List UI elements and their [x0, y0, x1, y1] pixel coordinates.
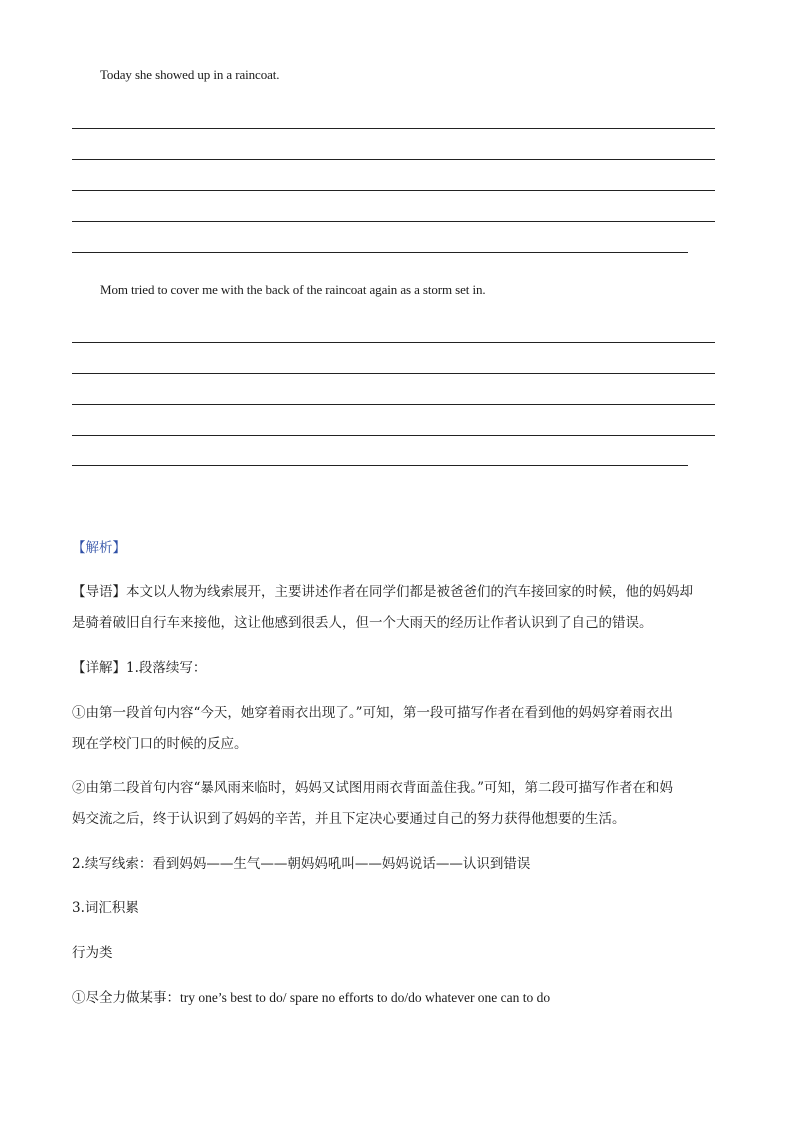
- point-2-line-1: ②由第二段首句内容“暴风雨来临时，妈妈又试图用雨衣背面盖住我。”可知，第二段可描写作者在和妈: [72, 780, 674, 796]
- point-2-line-2: 妈交流之后，终于认识到了妈妈的辛苦，并且下定决心要通过自己的努力获得他想要的生活。: [72, 811, 626, 827]
- writing-line: [72, 404, 715, 405]
- vocab-item-1-zh: ①尽全力做某事：: [72, 990, 180, 1006]
- writing-line: [72, 465, 688, 466]
- guide-paragraph: [72, 577, 720, 639]
- writing-line: [72, 342, 715, 343]
- point-1-line-2: 现在学校门口的时候的反应。: [72, 736, 248, 752]
- vocabulary-heading: 3.词汇积累: [72, 900, 139, 916]
- guide-text-1: 本文以人物为线索展开，主要讲述作者在同学们都是被爸爸们的汽车接回家的时候，他的妈妈却: [126, 584, 693, 600]
- analysis-heading: 【解析】: [72, 540, 126, 556]
- category-label: 行为类: [72, 945, 113, 961]
- vocab-item-1: [72, 982, 720, 1014]
- writing-line: [72, 128, 715, 129]
- detail-label: 【详解】: [72, 660, 126, 676]
- writing-line: [72, 373, 715, 374]
- prompt-sentence-2: Mom tried to cover me with the back of the raincoat again as a storm set in.: [100, 282, 486, 297]
- guide-label: 【导语】: [72, 584, 126, 600]
- point-1-paragraph: [72, 698, 720, 760]
- point-2-paragraph: [72, 773, 720, 835]
- writing-line: [72, 190, 715, 191]
- guide-line-1: [72, 577, 720, 608]
- detail-title: 1.段落续写：: [126, 660, 207, 676]
- point-1-line-1: ①由第一段首句内容“今天，她穿着雨衣出现了。”可知，第一段可描写作者在看到他的妈妈穿着雨衣出: [72, 705, 674, 721]
- guide-line-2: 是骑着破旧自行车来接他，这让他感到很丢人，但一个大雨天的经历让作者认识到了自己的错误。: [72, 615, 653, 631]
- writing-clues: 2.续写线索：看到妈妈——生气——朝妈妈吼叫——妈妈说话——认识到错误: [72, 856, 531, 872]
- detail-heading: [72, 653, 720, 684]
- writing-line: [72, 159, 715, 160]
- writing-line: [72, 435, 715, 436]
- prompt-sentence-1: Today she showed up in a raincoat.: [100, 67, 280, 82]
- writing-line: [72, 221, 715, 222]
- writing-line: [72, 252, 688, 253]
- vocab-item-1-en: try one’s best to do/ spare no efforts to do/do whatever one can to do: [180, 990, 551, 1005]
